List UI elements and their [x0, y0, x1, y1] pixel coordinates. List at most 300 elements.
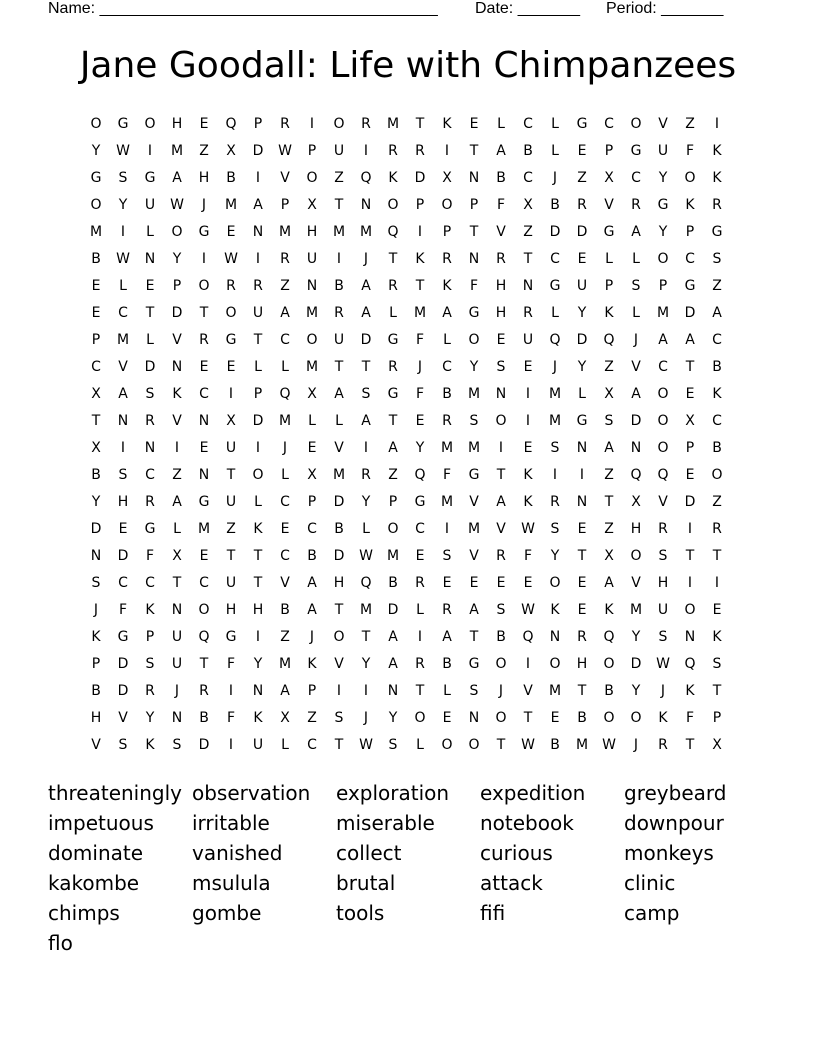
grid-letter[interactable]: A [253, 197, 263, 213]
grid-letter[interactable]: L [281, 359, 289, 375]
grid-letter[interactable]: Y [415, 440, 425, 456]
grid-letter[interactable]: R [280, 116, 290, 132]
grid-letter[interactable]: R [388, 278, 398, 294]
grid-letter[interactable]: X [226, 143, 236, 159]
grid-letter[interactable]: X [91, 440, 101, 456]
grid-letter[interactable]: C [442, 359, 452, 375]
grid-letter[interactable]: W [359, 737, 373, 753]
grid-letter[interactable]: W [521, 737, 535, 753]
grid-letter[interactable]: B [712, 359, 722, 375]
grid-letter[interactable]: A [604, 575, 614, 591]
grid-letter[interactable]: X [523, 197, 533, 213]
grid-letter[interactable]: O [630, 548, 642, 564]
grid-letter[interactable]: A [658, 332, 668, 348]
grid-letter[interactable]: N [630, 440, 642, 456]
grid-letter[interactable]: I [228, 683, 234, 699]
grid-letter[interactable]: T [469, 143, 479, 159]
grid-letter[interactable]: R [199, 332, 209, 348]
grid-letter[interactable]: V [334, 440, 344, 456]
grid-letter[interactable]: U [252, 305, 264, 321]
grid-letter[interactable]: Y [577, 359, 587, 375]
grid-letter[interactable]: C [685, 251, 695, 267]
grid-letter[interactable]: L [416, 737, 424, 753]
grid-letter[interactable]: B [550, 197, 560, 213]
grid-letter[interactable]: A [469, 602, 479, 618]
grid-letter[interactable]: K [685, 683, 695, 699]
grid-letter[interactable]: S [496, 602, 506, 618]
grid-letter[interactable]: O [657, 386, 669, 402]
grid-letter[interactable]: E [118, 521, 128, 537]
grid-letter[interactable]: I [687, 575, 693, 591]
grid-letter[interactable]: R [658, 737, 668, 753]
grid-letter[interactable]: Q [360, 170, 372, 186]
grid-letter[interactable]: X [280, 710, 290, 726]
grid-letter[interactable]: M [332, 224, 346, 240]
grid-letter[interactable]: N [198, 467, 210, 483]
grid-letter[interactable]: F [226, 710, 236, 726]
grid-letter[interactable]: S [118, 170, 128, 186]
grid-letter[interactable]: P [307, 143, 317, 159]
grid-letter[interactable]: U [225, 575, 237, 591]
grid-letter[interactable]: I [228, 737, 234, 753]
grid-letter[interactable]: G [684, 278, 696, 294]
grid-letter[interactable]: K [253, 521, 263, 537]
grid-letter[interactable]: V [118, 710, 128, 726]
grid-letter[interactable]: E [712, 602, 722, 618]
grid-letter[interactable]: Q [225, 116, 237, 132]
grid-letter[interactable]: A [307, 602, 317, 618]
grid-letter[interactable]: S [91, 575, 101, 591]
grid-letter[interactable]: I [363, 143, 369, 159]
grid-letter[interactable]: O [387, 197, 399, 213]
grid-letter[interactable]: G [117, 116, 129, 132]
grid-letter[interactable]: N [306, 278, 318, 294]
grid-letter[interactable]: O [549, 656, 561, 672]
grid-letter[interactable]: D [117, 683, 129, 699]
grid-letter[interactable]: N [198, 413, 210, 429]
grid-letter[interactable]: C [280, 494, 290, 510]
grid-letter[interactable]: K [172, 386, 182, 402]
grid-letter[interactable]: E [496, 332, 506, 348]
grid-letter[interactable]: I [228, 386, 234, 402]
grid-letter[interactable]: R [415, 143, 425, 159]
grid-letter[interactable]: W [116, 251, 130, 267]
grid-letter[interactable]: T [334, 197, 344, 213]
grid-letter[interactable]: R [415, 575, 425, 591]
grid-letter[interactable]: A [631, 224, 641, 240]
grid-letter[interactable]: R [334, 305, 344, 321]
grid-letter[interactable]: I [309, 116, 315, 132]
grid-letter[interactable]: N [576, 440, 588, 456]
grid-letter[interactable]: T [226, 548, 236, 564]
grid-letter[interactable]: U [171, 656, 183, 672]
grid-letter[interactable]: X [712, 737, 722, 753]
grid-letter[interactable]: T [253, 332, 263, 348]
grid-letter[interactable]: E [91, 305, 101, 321]
grid-letter[interactable]: F [523, 548, 533, 564]
grid-letter[interactable]: F [145, 548, 155, 564]
grid-letter[interactable]: M [440, 440, 454, 456]
grid-letter[interactable]: E [523, 440, 533, 456]
grid-letter[interactable]: G [468, 305, 480, 321]
grid-letter[interactable]: E [442, 575, 452, 591]
grid-letter[interactable]: O [414, 710, 426, 726]
grid-letter[interactable]: L [146, 224, 154, 240]
grid-letter[interactable]: U [225, 494, 237, 510]
grid-letter[interactable]: O [198, 278, 210, 294]
grid-letter[interactable]: B [577, 710, 587, 726]
grid-letter[interactable]: B [91, 467, 101, 483]
grid-letter[interactable]: N [468, 710, 480, 726]
grid-letter[interactable]: Q [657, 467, 669, 483]
grid-letter[interactable]: C [604, 116, 614, 132]
grid-letter[interactable]: M [197, 521, 211, 537]
grid-letter[interactable]: E [199, 116, 209, 132]
grid-letter[interactable]: K [91, 629, 101, 645]
grid-letter[interactable]: C [280, 548, 290, 564]
grid-letter[interactable]: M [656, 305, 670, 321]
grid-letter[interactable]: G [657, 197, 669, 213]
grid-letter[interactable]: Z [388, 467, 398, 483]
grid-letter[interactable]: A [361, 413, 371, 429]
grid-letter[interactable]: O [90, 116, 102, 132]
grid-letter[interactable]: T [415, 278, 425, 294]
grid-letter[interactable]: I [498, 440, 504, 456]
grid-letter[interactable]: V [496, 224, 506, 240]
grid-letter[interactable]: S [712, 656, 722, 672]
grid-letter[interactable]: X [226, 413, 236, 429]
grid-letter[interactable]: F [118, 602, 128, 618]
grid-letter[interactable]: P [280, 197, 290, 213]
grid-letter[interactable]: O [441, 737, 453, 753]
grid-letter[interactable]: T [496, 737, 506, 753]
grid-letter[interactable]: O [657, 251, 669, 267]
grid-letter[interactable]: V [631, 575, 641, 591]
grid-letter[interactable]: T [334, 737, 344, 753]
grid-letter[interactable]: K [523, 494, 533, 510]
grid-letter[interactable]: L [443, 683, 451, 699]
grid-letter[interactable]: V [91, 737, 101, 753]
grid-letter[interactable]: F [226, 656, 236, 672]
grid-letter[interactable]: P [307, 494, 317, 510]
grid-letter[interactable]: X [172, 548, 182, 564]
grid-letter[interactable]: L [281, 737, 289, 753]
grid-letter[interactable]: T [334, 359, 344, 375]
grid-letter[interactable]: Y [469, 359, 479, 375]
grid-letter[interactable]: F [685, 710, 695, 726]
grid-letter[interactable]: X [91, 386, 101, 402]
grid-letter[interactable]: X [604, 386, 614, 402]
grid-letter[interactable]: S [496, 359, 506, 375]
grid-letter[interactable]: G [468, 656, 480, 672]
grid-letter[interactable]: A [604, 440, 614, 456]
grid-letter[interactable]: M [278, 656, 292, 672]
grid-letter[interactable]: U [657, 143, 669, 159]
grid-letter[interactable]: D [117, 548, 129, 564]
grid-letter[interactable]: J [633, 332, 639, 348]
grid-letter[interactable]: N [117, 413, 129, 429]
grid-letter[interactable]: Y [631, 683, 641, 699]
grid-letter[interactable]: G [225, 332, 237, 348]
grid-letter[interactable]: L [497, 116, 505, 132]
grid-letter[interactable]: E [685, 467, 695, 483]
grid-letter[interactable]: L [146, 332, 154, 348]
grid-letter[interactable]: G [387, 386, 399, 402]
grid-letter[interactable]: I [336, 251, 342, 267]
grid-letter[interactable]: Y [577, 305, 587, 321]
grid-letter[interactable]: Z [712, 494, 722, 510]
grid-letter[interactable]: T [523, 710, 533, 726]
grid-letter[interactable]: I [336, 683, 342, 699]
grid-letter[interactable]: U [306, 251, 318, 267]
grid-letter[interactable]: O [630, 710, 642, 726]
grid-letter[interactable]: U [333, 143, 345, 159]
grid-letter[interactable]: S [550, 440, 560, 456]
grid-letter[interactable]: R [388, 359, 398, 375]
grid-letter[interactable]: W [521, 521, 535, 537]
grid-letter[interactable]: O [171, 224, 183, 240]
grid-letter[interactable]: G [468, 467, 480, 483]
grid-letter[interactable]: T [334, 602, 344, 618]
grid-letter[interactable]: I [579, 467, 585, 483]
grid-letter[interactable]: P [145, 629, 155, 645]
grid-letter[interactable]: T [469, 224, 479, 240]
grid-letter[interactable]: Y [361, 656, 371, 672]
grid-letter[interactable]: E [199, 440, 209, 456]
grid-letter[interactable]: G [198, 224, 210, 240]
grid-letter[interactable]: Q [549, 332, 561, 348]
grid-letter[interactable]: V [658, 494, 668, 510]
grid-letter[interactable]: R [550, 494, 560, 510]
grid-letter[interactable]: Q [360, 575, 372, 591]
grid-letter[interactable]: O [225, 305, 237, 321]
grid-letter[interactable]: D [252, 413, 264, 429]
grid-letter[interactable]: K [712, 170, 722, 186]
grid-letter[interactable]: R [631, 197, 641, 213]
grid-letter[interactable]: M [305, 305, 319, 321]
grid-letter[interactable]: K [658, 710, 668, 726]
grid-letter[interactable]: K [523, 467, 533, 483]
grid-letter[interactable]: R [658, 521, 668, 537]
grid-letter[interactable]: S [631, 278, 641, 294]
grid-letter[interactable]: G [144, 170, 156, 186]
grid-letter[interactable]: A [361, 305, 371, 321]
grid-letter[interactable]: S [658, 548, 668, 564]
grid-letter[interactable]: A [631, 386, 641, 402]
grid-letter[interactable]: D [630, 413, 642, 429]
grid-letter[interactable]: U [252, 737, 264, 753]
grid-letter[interactable]: E [469, 575, 479, 591]
grid-letter[interactable]: L [254, 494, 262, 510]
grid-letter[interactable]: A [712, 305, 722, 321]
grid-letter[interactable]: L [308, 413, 316, 429]
grid-letter[interactable]: V [280, 170, 290, 186]
grid-letter[interactable]: N [468, 170, 480, 186]
grid-letter[interactable]: M [278, 413, 292, 429]
grid-letter[interactable]: M [467, 521, 481, 537]
grid-letter[interactable]: L [632, 305, 640, 321]
grid-letter[interactable]: I [255, 170, 261, 186]
grid-letter[interactable]: Y [91, 143, 101, 159]
grid-letter[interactable]: N [171, 710, 183, 726]
grid-letter[interactable]: J [282, 440, 288, 456]
grid-letter[interactable]: E [415, 548, 425, 564]
grid-letter[interactable]: C [712, 332, 722, 348]
grid-letter[interactable]: Z [307, 710, 317, 726]
grid-letter[interactable]: O [333, 629, 345, 645]
grid-letter[interactable]: Y [658, 224, 668, 240]
grid-letter[interactable]: U [225, 440, 237, 456]
grid-letter[interactable]: L [362, 521, 370, 537]
grid-letter[interactable]: T [199, 656, 209, 672]
grid-letter[interactable]: V [496, 521, 506, 537]
grid-letter[interactable]: D [333, 494, 345, 510]
grid-letter[interactable]: Z [226, 521, 236, 537]
grid-letter[interactable]: G [117, 629, 129, 645]
grid-letter[interactable]: O [90, 197, 102, 213]
grid-letter[interactable]: R [280, 251, 290, 267]
grid-letter[interactable]: X [604, 170, 614, 186]
grid-letter[interactable]: Q [198, 629, 210, 645]
grid-letter[interactable]: I [687, 521, 693, 537]
grid-letter[interactable]: L [254, 359, 262, 375]
grid-letter[interactable]: L [281, 467, 289, 483]
grid-letter[interactable]: G [90, 170, 102, 186]
grid-letter[interactable]: P [253, 386, 263, 402]
grid-letter[interactable]: X [307, 467, 317, 483]
grid-letter[interactable]: Z [604, 359, 614, 375]
grid-letter[interactable]: O [468, 737, 480, 753]
grid-letter[interactable]: Y [118, 197, 128, 213]
grid-letter[interactable]: R [712, 521, 722, 537]
grid-letter[interactable]: C [307, 737, 317, 753]
grid-letter[interactable]: O [603, 656, 615, 672]
grid-letter[interactable]: O [684, 602, 696, 618]
grid-letter[interactable]: A [442, 629, 452, 645]
grid-letter[interactable]: P [253, 116, 263, 132]
grid-letter[interactable]: N [360, 197, 372, 213]
grid-letter[interactable]: R [496, 548, 506, 564]
grid-letter[interactable]: R [226, 278, 236, 294]
grid-letter[interactable]: T [685, 737, 695, 753]
grid-letter[interactable]: T [469, 629, 479, 645]
grid-letter[interactable]: L [173, 521, 181, 537]
grid-letter[interactable]: P [91, 332, 101, 348]
grid-letter[interactable]: T [496, 467, 506, 483]
grid-letter[interactable]: O [387, 521, 399, 537]
grid-letter[interactable]: H [495, 278, 507, 294]
grid-letter[interactable]: J [660, 683, 666, 699]
grid-letter[interactable]: K [712, 143, 722, 159]
grid-letter[interactable]: N [684, 629, 696, 645]
grid-letter[interactable]: K [604, 305, 614, 321]
grid-letter[interactable]: G [711, 224, 723, 240]
grid-letter[interactable]: B [442, 386, 452, 402]
grid-letter[interactable]: V [469, 494, 479, 510]
grid-letter[interactable]: A [280, 305, 290, 321]
grid-letter[interactable]: T [145, 305, 155, 321]
grid-letter[interactable]: T [388, 251, 398, 267]
grid-letter[interactable]: Y [361, 494, 371, 510]
grid-letter[interactable]: E [577, 575, 587, 591]
grid-letter[interactable]: M [413, 305, 427, 321]
grid-letter[interactable]: E [280, 521, 290, 537]
grid-letter[interactable]: H [252, 602, 264, 618]
grid-letter[interactable]: I [147, 143, 153, 159]
grid-letter[interactable]: H [225, 602, 237, 618]
grid-letter[interactable]: N [468, 251, 480, 267]
grid-letter[interactable]: G [414, 494, 426, 510]
grid-letter[interactable]: T [604, 494, 614, 510]
grid-letter[interactable]: T [91, 413, 101, 429]
grid-letter[interactable]: T [712, 548, 722, 564]
grid-letter[interactable]: F [415, 332, 425, 348]
grid-letter[interactable]: H [171, 116, 183, 132]
grid-letter[interactable]: I [255, 440, 261, 456]
grid-letter[interactable]: R [199, 683, 209, 699]
grid-letter[interactable]: I [255, 629, 261, 645]
grid-letter[interactable]: L [416, 602, 424, 618]
grid-letter[interactable]: J [633, 737, 639, 753]
grid-letter[interactable]: M [170, 143, 184, 159]
grid-letter[interactable]: C [91, 359, 101, 375]
grid-letter[interactable]: Y [388, 710, 398, 726]
grid-letter[interactable]: Z [280, 629, 290, 645]
grid-letter[interactable]: N [171, 359, 183, 375]
grid-letter[interactable]: R [577, 197, 587, 213]
grid-letter[interactable]: C [199, 386, 209, 402]
grid-letter[interactable]: U [333, 332, 345, 348]
grid-letter[interactable]: V [658, 116, 668, 132]
grid-letter[interactable]: X [685, 413, 695, 429]
grid-letter[interactable]: S [118, 737, 128, 753]
grid-letter[interactable]: S [550, 521, 560, 537]
grid-letter[interactable]: B [91, 251, 101, 267]
grid-letter[interactable]: M [548, 683, 562, 699]
grid-letter[interactable]: Y [91, 494, 101, 510]
grid-letter[interactable]: Q [279, 386, 291, 402]
grid-letter[interactable]: Z [604, 467, 614, 483]
grid-letter[interactable]: S [442, 548, 452, 564]
grid-letter[interactable]: Z [199, 143, 209, 159]
grid-letter[interactable]: O [252, 467, 264, 483]
grid-letter[interactable]: B [496, 170, 506, 186]
grid-letter[interactable]: A [496, 494, 506, 510]
grid-letter[interactable]: Y [253, 656, 263, 672]
grid-letter[interactable]: E [523, 575, 533, 591]
grid-letter[interactable]: M [359, 602, 373, 618]
grid-letter[interactable]: I [525, 386, 531, 402]
grid-letter[interactable]: N [522, 278, 534, 294]
grid-letter[interactable]: R [577, 629, 587, 645]
grid-letter[interactable]: S [172, 737, 182, 753]
grid-letter[interactable]: P [91, 656, 101, 672]
grid-letter[interactable]: I [552, 467, 558, 483]
grid-letter[interactable]: M [224, 197, 238, 213]
grid-letter[interactable]: I [417, 629, 423, 645]
grid-letter[interactable]: G [576, 116, 588, 132]
grid-letter[interactable]: S [469, 413, 479, 429]
grid-letter[interactable]: A [496, 143, 506, 159]
grid-letter[interactable]: I [174, 440, 180, 456]
grid-letter[interactable]: C [523, 170, 533, 186]
grid-letter[interactable]: O [495, 710, 507, 726]
grid-letter[interactable]: C [118, 575, 128, 591]
grid-letter[interactable]: I [444, 521, 450, 537]
grid-letter[interactable]: R [145, 413, 155, 429]
grid-letter[interactable]: O [333, 116, 345, 132]
grid-letter[interactable]: R [523, 305, 533, 321]
